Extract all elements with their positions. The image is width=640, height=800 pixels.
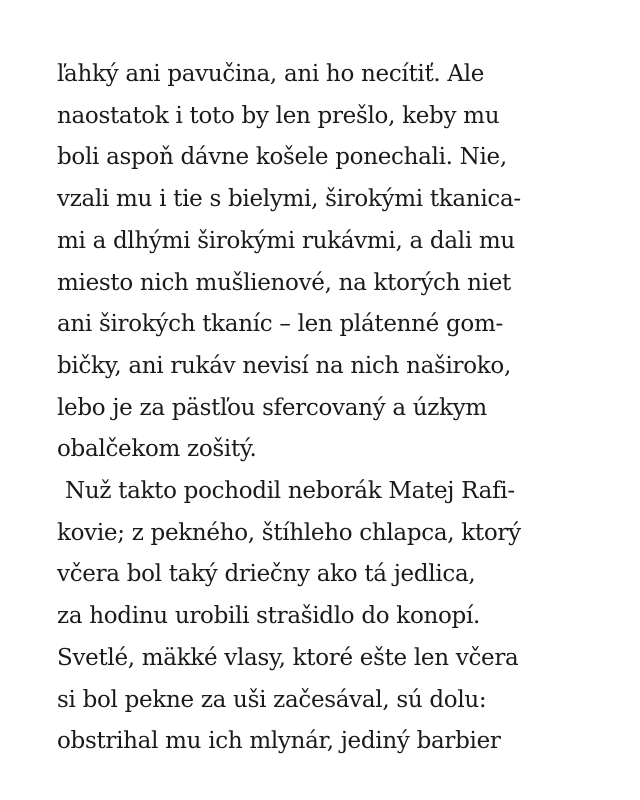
text-line: lebo je za pästľou sfercovaný a úzkym [57,394,487,421]
page-text [57,54,637,763]
text-line: vzali mu i tie s bielymi, širokými tkanica- [57,186,521,213]
text-line: kovie; z pekného, štíhleho chlapca, ktorý [57,519,521,546]
text-line: miesto nich mušlienové, na ktorých niet [57,269,511,296]
text-line: Nuž takto pochodil neborák Matej Rafi- [65,478,515,505]
text-line: boli aspoň dávne košele ponechali. Nie, [57,144,507,171]
paragraph-2 [57,471,637,763]
text-line: mi a dlhými širokými rukávmi, a dali mu [57,227,515,254]
text-line: si bol pekne za uši začesával, sú dolu: [57,686,487,713]
text-line: ľahký ani pavučina, ani ho necítiť. Ale [57,61,485,87]
paragraph-1 [57,54,637,471]
text-line: za hodinu urobili strašidlo do konopí. [57,603,481,630]
text-line: včera bol taký driečny ako tá jedlica, [57,561,476,588]
text-line: Svetlé, mäkké vlasy, ktoré ešte len včera [57,644,519,671]
text-line: ani širokých tkaníc – len plátenné gom- [57,311,503,338]
text-line: naostatok i toto by len prešlo, keby mu [57,102,500,129]
text-line: obstrihal mu ich mlynár, jediný barbier [57,728,501,755]
text-line: bičky, ani rukáv nevisí na nich naširoko, [57,352,511,379]
text-line: obalčekom zošitý. [57,436,257,463]
